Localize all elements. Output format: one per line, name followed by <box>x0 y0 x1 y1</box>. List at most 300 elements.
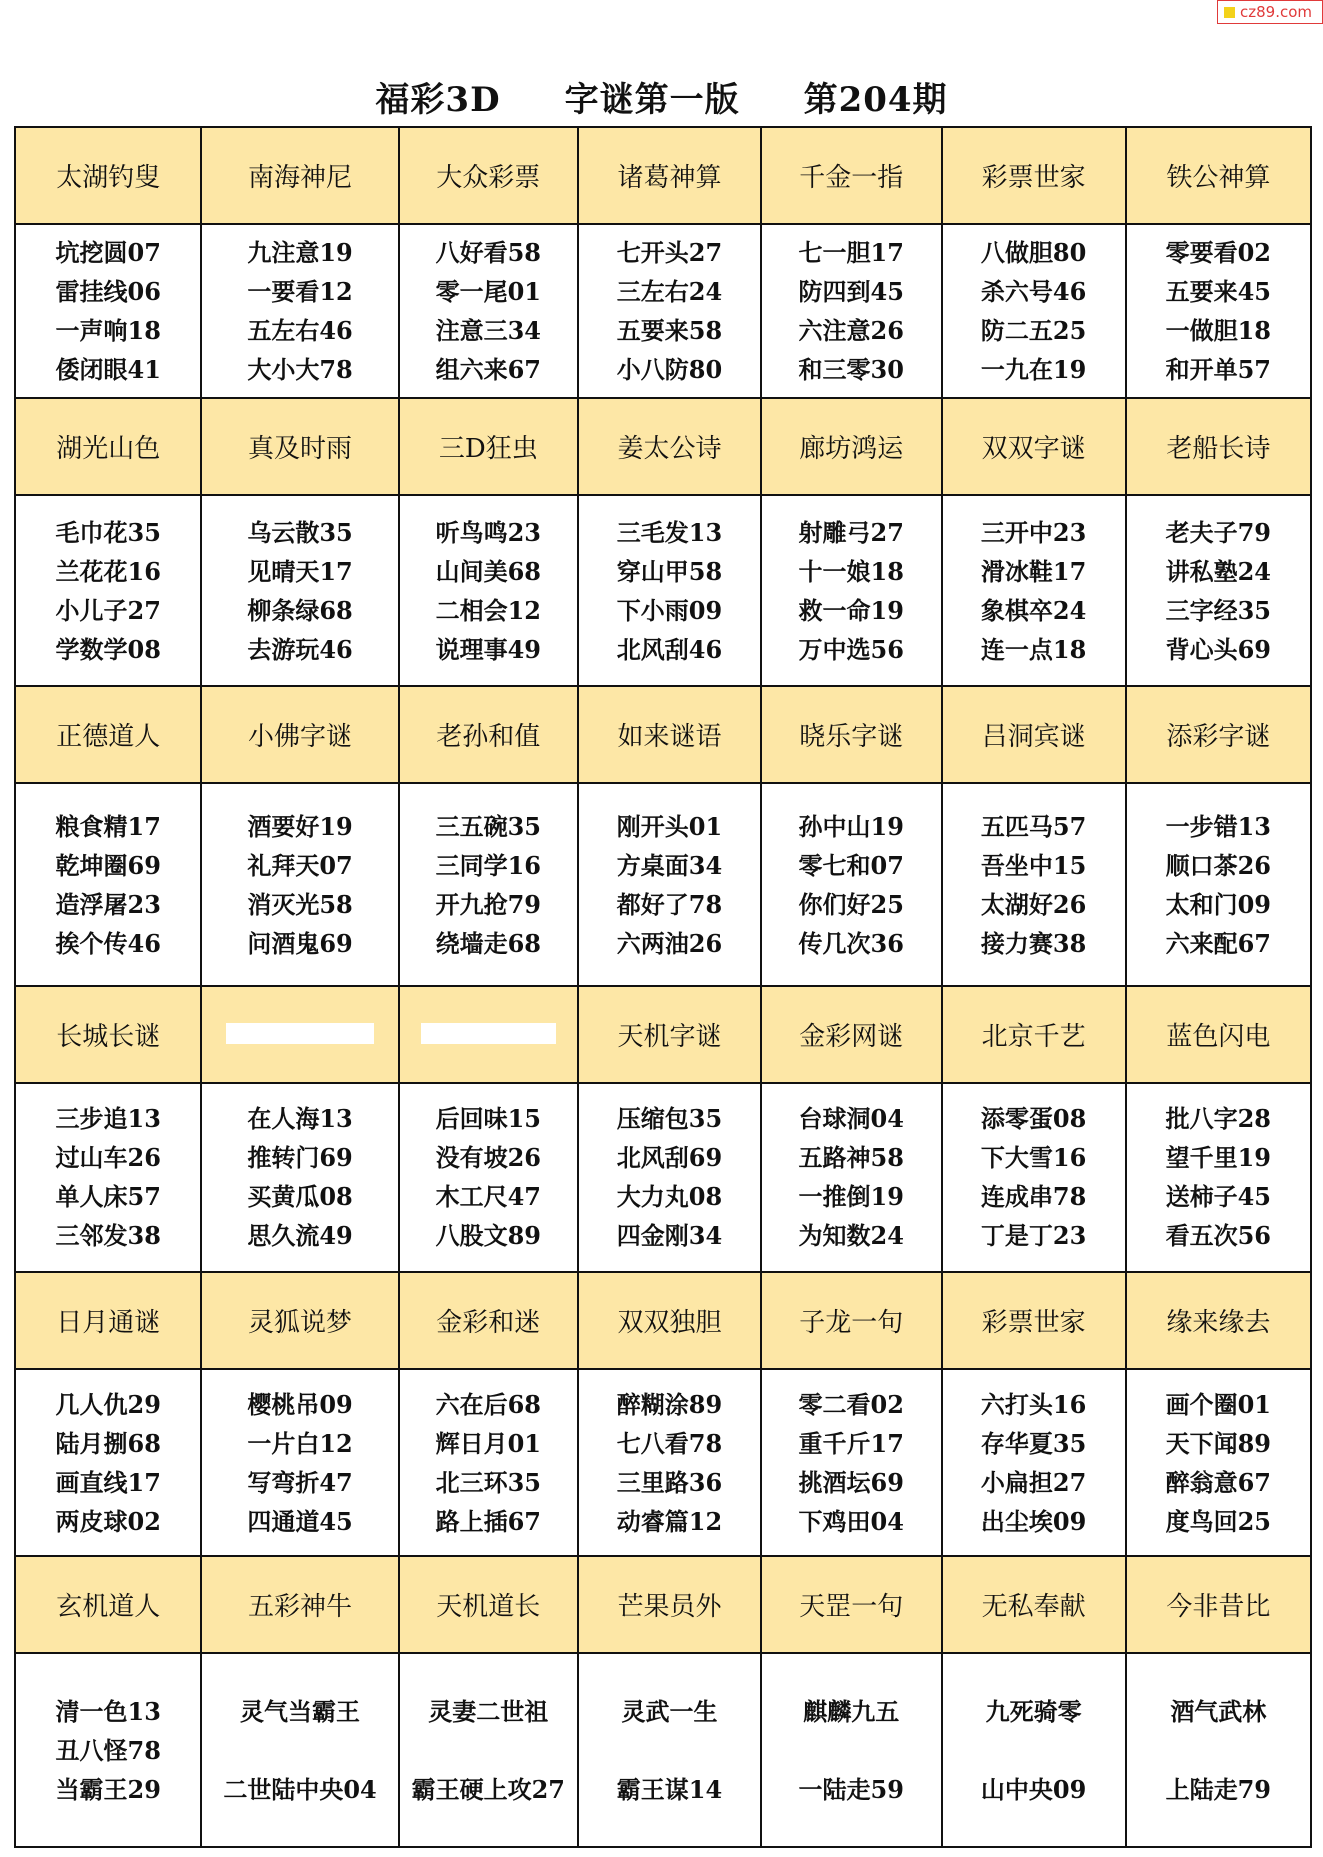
riddle-line: 刚开头01 <box>616 811 723 841</box>
author-header: 缘来缘去 <box>1126 1272 1311 1369</box>
riddle-cell <box>578 495 761 687</box>
riddle-line: 山中央09 <box>980 1774 1087 1804</box>
riddle-line: 滑冰鞋17 <box>980 556 1087 586</box>
author-header: 天机道长 <box>399 1556 578 1653</box>
riddle-line: 组六来67 <box>435 354 541 384</box>
riddle-lines <box>799 1099 904 1255</box>
riddle-line: 天下闻89 <box>1165 1428 1272 1458</box>
riddle-cell <box>399 1653 578 1847</box>
riddle-line: 重千斤17 <box>798 1428 904 1458</box>
riddle-line: 霸王谋14 <box>616 1774 723 1804</box>
riddle-row <box>15 1653 1311 1847</box>
riddle-line: 你们好25 <box>798 889 904 919</box>
riddle-line: 清一色13 <box>55 1696 161 1726</box>
riddle-line: 下鸡田04 <box>798 1506 904 1536</box>
riddle-line: 大小大78 <box>247 354 353 384</box>
author-header: 小佛字谜 <box>201 686 398 783</box>
riddle-line: 看五次56 <box>1165 1221 1272 1251</box>
title-edition: 字谜第一版 <box>564 79 740 120</box>
author-header: 姜太公诗 <box>578 398 761 495</box>
riddle-line: 小扁担27 <box>980 1467 1087 1497</box>
riddle-line: 绕墙走68 <box>435 928 541 958</box>
author-header: 长城长谜 <box>15 986 201 1083</box>
author-header: 三D狂虫 <box>399 398 578 495</box>
riddle-line: 灵气当霸王 <box>240 1696 361 1726</box>
riddle-line: 辉日月01 <box>435 1428 541 1458</box>
riddle-line: 大力丸08 <box>616 1182 723 1212</box>
riddle-line: 压缩包35 <box>616 1104 723 1134</box>
riddle-cell <box>201 1653 398 1847</box>
riddle-lines <box>981 233 1086 389</box>
riddle-line: 象棋卒24 <box>980 595 1087 625</box>
riddle-cell <box>942 1083 1126 1272</box>
author-header: 老船长诗 <box>1126 398 1311 495</box>
author-header: 彩票世家 <box>942 1272 1126 1369</box>
riddle-lines <box>56 1385 161 1541</box>
riddle-lines <box>412 1692 565 1809</box>
riddle-cell <box>201 783 398 986</box>
riddle-line: 连成串78 <box>980 1182 1087 1212</box>
riddle-line: 三里路36 <box>616 1467 723 1497</box>
riddle-lines <box>799 1385 904 1541</box>
author-header: 湖光山色 <box>15 398 201 495</box>
riddle-lines <box>617 513 722 669</box>
riddle-line: 倭闭眼41 <box>55 354 161 384</box>
riddle-cell <box>1126 1083 1311 1272</box>
riddle-lines <box>1166 1099 1271 1255</box>
header-row <box>15 398 1311 495</box>
riddle-row <box>15 224 1311 398</box>
riddle-line: 零一尾01 <box>435 276 541 306</box>
riddle-line: 北三环35 <box>435 1467 541 1497</box>
riddle-line: 七一胆17 <box>798 237 904 267</box>
riddle-line: 传几次36 <box>798 928 904 958</box>
riddle-cell <box>201 495 398 687</box>
riddle-line: 一做胆18 <box>1165 315 1272 345</box>
author-header: 正德道人 <box>15 686 201 783</box>
riddle-line: 零七和07 <box>798 850 904 880</box>
author-header: 晓乐字谜 <box>761 686 942 783</box>
riddle-table <box>14 126 1312 1848</box>
riddle-line: 见晴天17 <box>247 556 353 586</box>
riddle-row <box>15 783 1311 986</box>
riddle-lines <box>247 233 352 389</box>
author-header: 金彩和迷 <box>399 1272 578 1369</box>
riddle-row <box>15 495 1311 687</box>
riddle-line: 北风刮69 <box>616 1143 723 1173</box>
riddle-line: 吾坐中15 <box>980 850 1087 880</box>
riddle-line: 醉糊涂89 <box>616 1389 723 1419</box>
riddle-lines <box>617 1692 722 1809</box>
riddle-cell <box>942 1653 1126 1847</box>
riddle-lines <box>617 1385 722 1541</box>
riddle-line: 问酒鬼69 <box>247 928 353 958</box>
riddle-line: 存华夏35 <box>980 1428 1087 1458</box>
riddle-line <box>981 1731 1086 1770</box>
riddle-cell <box>942 495 1126 687</box>
riddle-line: 麒麟九五 <box>803 1696 900 1726</box>
riddle-line: 讲私塾24 <box>1165 556 1272 586</box>
riddle-cell <box>15 224 201 398</box>
riddle-line: 九死骑零 <box>985 1696 1082 1726</box>
riddle-line: 五要来58 <box>616 315 723 345</box>
riddle-line: 一推倒19 <box>798 1182 904 1212</box>
author-header: 金彩网谜 <box>761 986 942 1083</box>
riddle-line: 挑酒坛69 <box>798 1467 904 1497</box>
riddle-line: 和三零30 <box>798 354 904 384</box>
author-header: 廊坊鸿运 <box>761 398 942 495</box>
riddle-line: 防二五25 <box>980 315 1087 345</box>
header-row <box>15 1556 1311 1653</box>
riddle-line: 毛巾花35 <box>55 517 161 547</box>
riddle-lines <box>981 807 1086 963</box>
riddle-cell <box>942 783 1126 986</box>
header-row <box>15 127 1311 224</box>
riddle-line: 三步追13 <box>55 1104 161 1134</box>
author-header: 芒果员外 <box>578 1556 761 1653</box>
riddle-line: 造浮屠23 <box>55 889 161 919</box>
riddle-cell <box>578 1083 761 1272</box>
riddle-lines <box>799 807 904 963</box>
riddle-line: 台球洞04 <box>798 1104 904 1134</box>
riddle-line: 三字经35 <box>1165 595 1272 625</box>
riddle-line: 度鸟回25 <box>1165 1506 1272 1536</box>
riddle-line: 三邻发38 <box>55 1221 161 1251</box>
riddle-line: 后回味15 <box>435 1104 541 1134</box>
riddle-line: 听鸟鸣23 <box>435 517 541 547</box>
riddle-line: 乾坤圈69 <box>55 850 161 880</box>
riddle-lines <box>799 1692 904 1809</box>
riddle-line: 过山车26 <box>55 1143 161 1173</box>
riddle-line: 穿山甲58 <box>616 556 723 586</box>
riddle-line: 写弯折47 <box>247 1467 353 1497</box>
riddle-line: 背心头69 <box>1165 634 1272 664</box>
riddle-cell <box>15 1369 201 1556</box>
riddle-lines <box>247 807 352 963</box>
author-header <box>399 986 578 1083</box>
riddle-cell <box>201 1083 398 1272</box>
riddle-line: 太湖好26 <box>980 889 1087 919</box>
author-header: 太湖钓叟 <box>15 127 201 224</box>
riddle-line: 说理事49 <box>435 634 541 664</box>
riddle-cell <box>761 1083 942 1272</box>
riddle-lines <box>981 1385 1086 1541</box>
riddle-lines <box>436 1099 541 1255</box>
riddle-line <box>617 1731 722 1770</box>
riddle-lines <box>436 233 541 389</box>
riddle-line: 山间美68 <box>435 556 541 586</box>
author-header: 无私奉献 <box>942 1556 1126 1653</box>
author-header: 五彩神牛 <box>201 1556 398 1653</box>
author-header: 铁公神算 <box>1126 127 1311 224</box>
riddle-cell <box>1126 1653 1311 1847</box>
riddle-line <box>799 1731 904 1770</box>
riddle-line: 霸王硬上攻27 <box>411 1774 565 1804</box>
riddle-line: 方桌面34 <box>616 850 723 880</box>
riddle-lines <box>436 513 541 669</box>
riddle-line: 六注意26 <box>798 315 904 345</box>
riddle-lines <box>1166 807 1271 963</box>
riddle-lines <box>1166 1692 1271 1809</box>
header-row <box>15 1272 1311 1369</box>
riddle-line: 五匹马57 <box>980 811 1087 841</box>
riddle-cell <box>578 1369 761 1556</box>
riddle-line: 在人海13 <box>247 1104 353 1134</box>
riddle-line: 射雕弓27 <box>798 517 904 547</box>
author-header: 日月通谜 <box>15 1272 201 1369</box>
riddle-line: 三开中23 <box>980 517 1087 547</box>
riddle-cell <box>15 783 201 986</box>
riddle-line: 思久流49 <box>247 1221 353 1251</box>
riddle-lines <box>981 1099 1086 1255</box>
riddle-lines <box>247 513 352 669</box>
riddle-line: 六打头16 <box>980 1389 1087 1419</box>
riddle-cell <box>15 1083 201 1272</box>
riddle-cell <box>399 1083 578 1272</box>
riddle-cell <box>201 224 398 398</box>
riddle-line: 接力赛38 <box>980 928 1087 958</box>
riddle-cell <box>1126 224 1311 398</box>
riddle-line: 单人床57 <box>55 1182 161 1212</box>
riddle-lines <box>56 513 161 669</box>
riddle-line: 七八看78 <box>616 1428 723 1458</box>
author-header: 天罡一句 <box>761 1556 942 1653</box>
riddle-lines <box>1166 513 1271 669</box>
riddle-lines <box>436 1385 541 1541</box>
riddle-line: 五要来45 <box>1165 276 1272 306</box>
author-header: 蓝色闪电 <box>1126 986 1311 1083</box>
riddle-lines <box>617 807 722 963</box>
riddle-line: 四通道45 <box>247 1506 353 1536</box>
riddle-lines <box>799 233 904 389</box>
riddle-cell <box>399 224 578 398</box>
riddle-line: 老夫子79 <box>1165 517 1272 547</box>
author-header: 子龙一句 <box>761 1272 942 1369</box>
riddle-cell <box>399 783 578 986</box>
riddle-lines <box>1166 1385 1271 1541</box>
riddle-line: 六在后68 <box>435 1389 541 1419</box>
riddle-lines <box>617 233 722 389</box>
riddle-cell <box>761 224 942 398</box>
riddle-line <box>223 1731 376 1770</box>
riddle-line: 画直线17 <box>55 1467 161 1497</box>
riddle-lines <box>223 1692 376 1809</box>
header-row <box>15 986 1311 1083</box>
riddle-line: 批八字28 <box>1165 1104 1272 1134</box>
riddle-line: 四金刚34 <box>616 1221 723 1251</box>
riddle-cell <box>15 1653 201 1847</box>
riddle-line: 开九抢79 <box>435 889 541 919</box>
riddle-line: 去游玩46 <box>247 634 353 664</box>
riddle-cell <box>578 1653 761 1847</box>
author-header: 北京千艺 <box>942 986 1126 1083</box>
riddle-line: 酒气武林 <box>1170 1696 1267 1726</box>
riddle-line: 出尘埃09 <box>980 1506 1087 1536</box>
riddle-line: 十一娘18 <box>798 556 904 586</box>
author-header: 玄机道人 <box>15 1556 201 1653</box>
riddle-line: 坑挖圆07 <box>55 237 161 267</box>
riddle-line: 二世陆中央04 <box>223 1774 377 1804</box>
riddle-line: 陆月捌68 <box>55 1428 161 1458</box>
riddle-line: 灵武一生 <box>621 1696 718 1726</box>
riddle-line: 九注意19 <box>247 237 353 267</box>
riddle-lines <box>981 513 1086 669</box>
author-header: 彩票世家 <box>942 127 1126 224</box>
author-header: 如来谜语 <box>578 686 761 783</box>
riddle-line: 下大雪16 <box>980 1143 1087 1173</box>
riddle-line: 一声响18 <box>55 315 161 345</box>
riddle-line: 注意三34 <box>435 315 541 345</box>
author-header: 天机字谜 <box>578 986 761 1083</box>
riddle-lines <box>617 1099 722 1255</box>
riddle-line: 五左右46 <box>247 315 353 345</box>
riddle-line: 一要看12 <box>247 276 353 306</box>
riddle-line: 三毛发13 <box>616 517 723 547</box>
riddle-line: 救一命19 <box>798 595 904 625</box>
riddle-line: 三五碗35 <box>435 811 541 841</box>
author-header: 双双独胆 <box>578 1272 761 1369</box>
riddle-line: 上陆走79 <box>1165 1774 1272 1804</box>
riddle-cell <box>578 224 761 398</box>
riddle-line: 醉翁意67 <box>1165 1467 1272 1497</box>
author-header: 吕洞宾谜 <box>942 686 1126 783</box>
riddle-line: 消灭光58 <box>247 889 353 919</box>
riddle-line: 送柿子45 <box>1165 1182 1272 1212</box>
riddle-line: 礼拜天07 <box>247 850 353 880</box>
author-header: 千金一指 <box>761 127 942 224</box>
riddle-line: 乌云散35 <box>247 517 353 547</box>
riddle-line: 一片白12 <box>247 1428 353 1458</box>
riddle-line: 下小雨09 <box>616 595 723 625</box>
riddle-line: 八做胆80 <box>980 237 1087 267</box>
riddle-line: 太和门09 <box>1165 889 1272 919</box>
author-header <box>201 986 398 1083</box>
riddle-line: 木工尺47 <box>435 1182 541 1212</box>
riddle-line: 八好看58 <box>435 237 541 267</box>
header-row <box>15 686 1311 783</box>
riddle-line: 一陆走59 <box>798 1774 904 1804</box>
riddle-lines <box>56 233 161 389</box>
riddle-lines <box>56 1099 161 1255</box>
site-watermark <box>1217 0 1323 24</box>
riddle-line: 动睿篇12 <box>616 1506 723 1536</box>
riddle-line: 防四到45 <box>798 276 904 306</box>
title-lottery: 福彩3D <box>375 79 501 120</box>
riddle-line: 路上插67 <box>435 1506 541 1536</box>
riddle-line: 学数学08 <box>55 634 161 664</box>
riddle-cell <box>761 495 942 687</box>
author-header: 真及时雨 <box>201 398 398 495</box>
author-header: 大众彩票 <box>399 127 578 224</box>
riddle-line: 添零蛋08 <box>980 1104 1087 1134</box>
author-header: 诸葛神算 <box>578 127 761 224</box>
riddle-line: 都好了78 <box>616 889 723 919</box>
author-header: 南海神尼 <box>201 127 398 224</box>
riddle-line <box>1166 1731 1271 1770</box>
riddle-cell <box>15 495 201 687</box>
riddle-lines <box>436 807 541 963</box>
riddle-line: 杀六号46 <box>980 276 1087 306</box>
riddle-line: 三同学16 <box>435 850 541 880</box>
riddle-lines <box>799 513 904 669</box>
riddle-line: 孙中山19 <box>798 811 904 841</box>
riddle-line: 灵妻二世祖 <box>428 1696 549 1726</box>
riddle-line: 三左右24 <box>616 276 723 306</box>
riddle-cell <box>761 1653 942 1847</box>
riddle-line: 零要看02 <box>1165 237 1272 267</box>
riddle-line: 六来配67 <box>1165 928 1272 958</box>
riddle-line: 挨个传46 <box>55 928 161 958</box>
riddle-line: 小儿子27 <box>55 595 161 625</box>
riddle-cell <box>1126 783 1311 986</box>
riddle-cell <box>942 224 1126 398</box>
riddle-line: 两皮球02 <box>55 1506 161 1536</box>
author-header: 灵狐说梦 <box>201 1272 398 1369</box>
riddle-lines <box>247 1099 352 1255</box>
riddle-line: 一九在19 <box>980 354 1087 384</box>
riddle-cell <box>399 1369 578 1556</box>
riddle-line: 为知数24 <box>798 1221 904 1251</box>
riddle-line: 丑八怪78 <box>55 1735 161 1765</box>
riddle-lines <box>981 1692 1086 1809</box>
riddle-line: 樱桃吊09 <box>247 1389 353 1419</box>
riddle-cell <box>942 1369 1126 1556</box>
riddle-line: 酒要好19 <box>247 811 353 841</box>
riddle-line: 没有坡26 <box>435 1143 541 1173</box>
riddle-line: 二相会12 <box>435 595 541 625</box>
riddle-line: 当霸王29 <box>55 1774 161 1804</box>
riddle-line: 顺口茶26 <box>1165 850 1272 880</box>
riddle-line: 北风刮46 <box>616 634 723 664</box>
riddle-line: 兰花花16 <box>55 556 161 586</box>
page-title <box>0 70 1323 122</box>
square-icon <box>1224 7 1235 18</box>
riddle-line: 望千里19 <box>1165 1143 1272 1173</box>
riddle-lines <box>56 1692 161 1809</box>
title-issue: 第204期 <box>803 79 948 120</box>
riddle-line: 粮食精17 <box>55 811 161 841</box>
riddle-row <box>15 1083 1311 1272</box>
riddle-line: 推转门69 <box>247 1143 353 1173</box>
riddle-cell <box>1126 495 1311 687</box>
riddle-line <box>412 1731 565 1770</box>
riddle-line: 雷挂线06 <box>55 276 161 306</box>
riddle-cell <box>578 783 761 986</box>
riddle-cell <box>201 1369 398 1556</box>
riddle-line: 一步错13 <box>1165 811 1272 841</box>
riddle-cell <box>399 495 578 687</box>
riddle-line: 和开单57 <box>1165 354 1272 384</box>
riddle-cell <box>1126 1369 1311 1556</box>
riddle-cell <box>761 783 942 986</box>
riddle-line: 丁是丁23 <box>980 1221 1087 1251</box>
riddle-line: 画个圈01 <box>1165 1389 1272 1419</box>
riddle-line: 几人仇29 <box>55 1389 161 1419</box>
riddle-line: 六两油26 <box>616 928 723 958</box>
author-header: 老孙和值 <box>399 686 578 783</box>
riddle-row <box>15 1369 1311 1556</box>
riddle-line: 八股文89 <box>435 1221 541 1251</box>
riddle-line: 七开头27 <box>616 237 723 267</box>
author-header: 双双字谜 <box>942 398 1126 495</box>
riddle-line: 五路神58 <box>798 1143 904 1173</box>
riddle-lines <box>56 807 161 963</box>
riddle-cell <box>761 1369 942 1556</box>
riddle-line: 柳条绿68 <box>247 595 353 625</box>
riddle-line: 零二看02 <box>798 1389 904 1419</box>
author-header: 今非昔比 <box>1126 1556 1311 1653</box>
riddle-line: 买黄瓜08 <box>247 1182 353 1212</box>
